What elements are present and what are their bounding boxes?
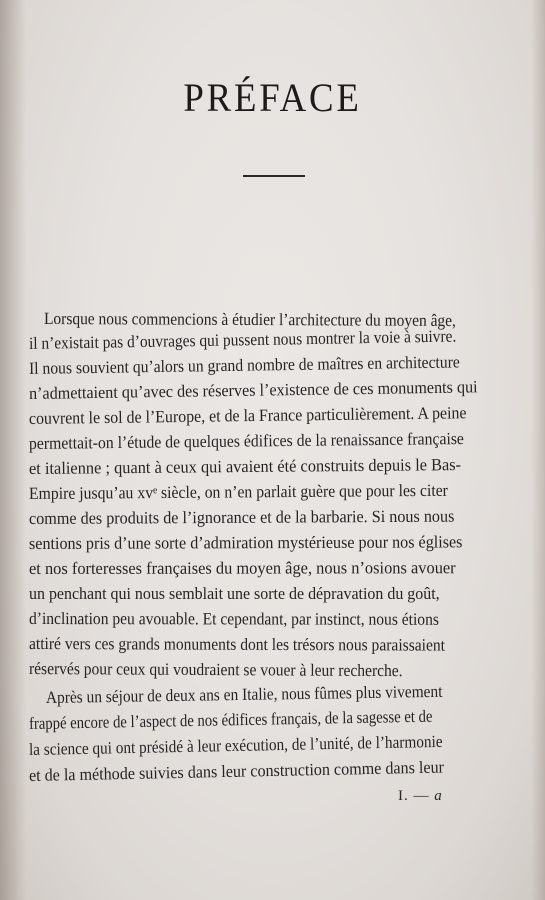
page-title: PRÉFACE xyxy=(183,75,362,120)
binding-shadow xyxy=(0,0,26,900)
text-line: frappé encore de l’aspect de nos édifices français, de la sagesse et de xyxy=(28,706,433,733)
text-line: réservés pour ceux qui voudraient se vouer à leur recherche. xyxy=(28,659,403,681)
text-line: Il nous souvient qu’alors un grand nombre de maîtres en architecture xyxy=(28,352,460,378)
text-line: Après un séjour de deux ans en Italie, nous fûmes plus vivement xyxy=(45,681,443,707)
text-line: un penchant qui nous semblait une sorte de dépravation du goût, xyxy=(29,584,440,603)
text-line: sentions pris d’une sorte d’admiration mystérieuse pour nos églises xyxy=(28,532,463,553)
signature-letter: a xyxy=(434,788,443,804)
text-line: Lorsque nous commencions à étudier l’architecture du moyen âge, xyxy=(43,309,456,330)
text-line: et de la méthode suivies dans leur construction comme dans leur xyxy=(28,757,445,785)
title-rule xyxy=(243,175,305,177)
text-line: attiré vers ces grands monuments dont les trésors nous paraissaient xyxy=(28,634,446,655)
text-line: permettait-on l’étude de quelques édifices de la renaissance française xyxy=(28,429,464,453)
text-line: il n’existait pas d’ouvrages qui pussent nous montrer la voie à suivre. xyxy=(28,326,457,353)
page-edge-shadow xyxy=(531,0,545,900)
text-line: Empire jusqu’au xvᵉ siècle, on n’en parlait guère que pour les citer xyxy=(28,480,448,503)
text-line: la science qui ont présidé à leur exécution, de l’unité, de l’harmonie xyxy=(28,731,443,759)
text-line: n’admettaient qu’avec des réserves l’existence de ces monuments qui xyxy=(28,377,478,403)
text-line: et nos forteresses françaises du moyen âge, nous n’osions avouer xyxy=(28,558,456,578)
text-line: d’inclination peu avouable. Et cependant, par instinct, nous étions xyxy=(28,609,439,629)
signature-number: I. — xyxy=(398,788,430,804)
page-signature xyxy=(398,788,443,805)
text-line: comme des produits de l’ignorance et de la barbarie. Si nous nous xyxy=(28,506,455,528)
text-line: couvrent le sol de l’Europe, et de la France particulièrement. A peine xyxy=(28,403,467,428)
text-line: et italienne ; quant à ceux qui avaient été construits depuis le Bas- xyxy=(28,455,462,478)
